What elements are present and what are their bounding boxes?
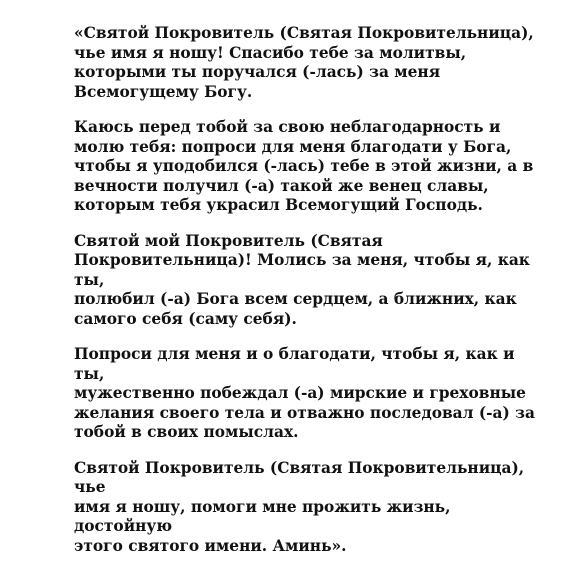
prayer-text xyxy=(74,24,550,572)
paragraph-repentance: Каюсь перед тобой за свою неблагодарность и молю тебя: попроси для меня благодати у Бога, чтобы я уподобился (-лась) тебе в этой жизни, а в вечности получил (-а) такой же венец славы, которым тебя украсил Всемогущий Господь. xyxy=(74,118,534,214)
paragraph-amen: Святой Покровитель (Святая Покровительница), чье имя я ношу, помоги мне прожить жизнь, достойную этого святого имени. Аминь». xyxy=(74,458,525,555)
paragraph-gratitude: «Святой Покровитель (Святая Покровительница), чье имя я ношу! Спасибо тебе за молитвы, которыми ты поручался (-лась) за меня Всемогущему Богу. xyxy=(74,24,534,101)
paragraph-grace: Попроси для меня и о благодати, чтобы я, как и ты, мужественно побеждал (-а) мирские и греховные желания своего тела и отважно последовал (-а) за тобой в своих помыслах. xyxy=(74,345,535,441)
paragraph-intercession: Святой мой Покровитель (Святая Покровительница)! Молись за меня, чтобы я, как ты, полюбил (-а) Бога всем сердцем, а ближних, как самого себя (саму себя). xyxy=(74,231,530,328)
